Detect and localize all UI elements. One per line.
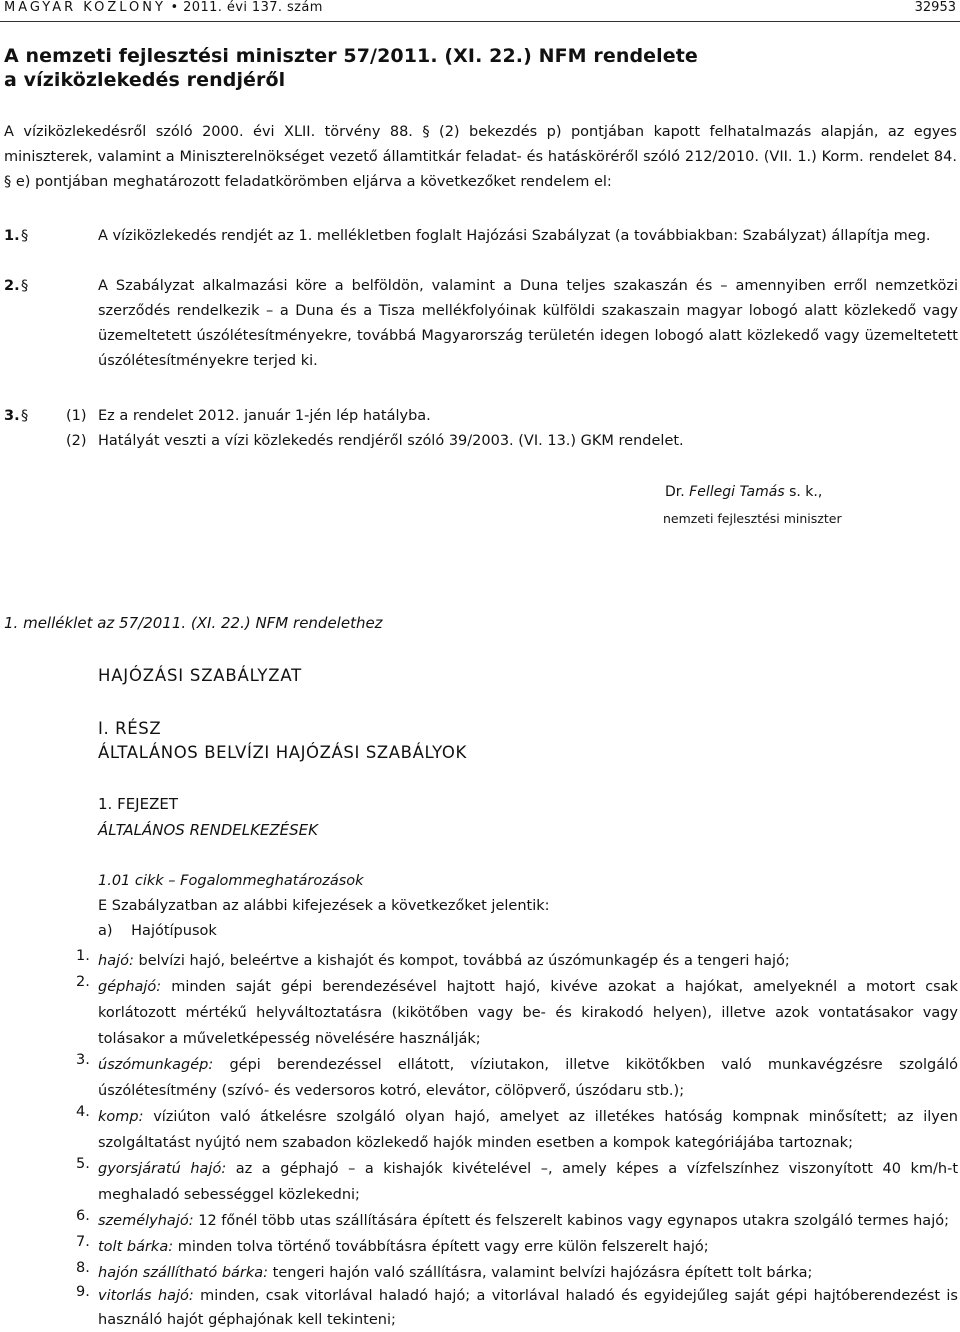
subsection-a-title: Hajótípusok bbox=[131, 923, 217, 939]
section-3-sub2-text: Hatályát veszti a vízi közlekedés rendjéről szóló 39/2003. (VI. 13.) GKM rendelet. bbox=[98, 433, 684, 449]
chapter-label: 1. FEJEZET bbox=[98, 795, 179, 813]
page-header bbox=[0, 0, 960, 22]
definition-term: személyhajó: bbox=[98, 1213, 194, 1229]
definition-number: 1. bbox=[76, 948, 90, 964]
header-rule bbox=[0, 21, 960, 22]
definition-text: gépi berendezéssel ellátott, víziutakon, illetve kikötőkben való munkavégzésre szolgáló úszólétesítmény (szívó- és vedersoros kotró, elevátor, cölöpverő, úszódaru stb.); bbox=[98, 1057, 958, 1099]
part-title: ÁLTALÁNOS BELVÍZI HAJÓZÁSI SZABÁLYOK bbox=[98, 743, 467, 762]
definition-term: gyorsjáratú hajó: bbox=[98, 1161, 227, 1177]
section-2-text: A Szabályzat alkalmazási köre a belföldön, valamint a Duna teljes szakaszán és – amennyiben erről nemzetközi szerződés rendelkezik – a Duna és a Tisza mellékfolyóinak külföldi szakaszain magyar lobogó alatt közlekedő vagy üzemeltetett úszólétesítményekre, továbbá Magyarország területén idegen lobogó alatt közlekedő vagy üzemeltetett úszólétesítményekre terjed ki. bbox=[98, 278, 958, 369]
definition-text: tengeri hajón való szállításra, valamint belvízi hajózásra épített tolt bárka; bbox=[268, 1265, 813, 1281]
section-2-number: 2. bbox=[4, 278, 20, 294]
definition-term: vitorlás hajó: bbox=[98, 1288, 194, 1304]
definition-number: 9. bbox=[76, 1284, 90, 1300]
signature-name-suffix: s. k., bbox=[784, 484, 823, 500]
signature-name-italic: Fellegi Tamás bbox=[689, 484, 785, 500]
definition-text: 12 főnél több utas szállítására épített és felszerelt kabinos vagy egynapos utakra szolgáló termes hajó; bbox=[193, 1213, 949, 1229]
definition-term: úszómunkagép: bbox=[98, 1057, 214, 1073]
definition-term: tolt bárka: bbox=[98, 1239, 174, 1255]
section-3 bbox=[0, 404, 960, 454]
definition-number: 5. bbox=[76, 1156, 90, 1172]
article-title: 1.01 cikk – Fogalommeghatározások bbox=[98, 873, 364, 889]
definition-number: 8. bbox=[76, 1260, 90, 1276]
definition-number: 3. bbox=[76, 1052, 90, 1068]
subsection-a bbox=[98, 923, 217, 939]
signature-name bbox=[665, 484, 822, 500]
section-3-sub2-label: (2) bbox=[66, 433, 87, 449]
definition-text: belvízi hajó, beleértve a kishajót és kompot, továbbá az úszómunkagép és a tengeri hajó; bbox=[133, 953, 790, 969]
preamble: A víziközlekedésről szóló 2000. évi XLII. törvény 88. § (2) bekezdés p) pontjában kapott felhatalmazás alapján, az egyes miniszterek, valamint a Miniszterelnökséget vezető államtitkár feladat- és hatásköréről szóló 212/2010. (VII. 1.) Korm. rendelet 84. § e) pontjában meghatározott feladatkörömben eljárva a következőket rendelem el: bbox=[4, 124, 957, 190]
decree-title-line2: a víziközlekedés rendjéről bbox=[4, 69, 286, 91]
journal-name: MAGYAR KÖZLÖNY bbox=[4, 0, 166, 15]
section-1-text: A víziközlekedés rendjét az 1. mellékletben foglalt Hajózási Szabályzat (a továbbiakban: Szabályzat) állapítja meg. bbox=[98, 228, 931, 244]
decree-title-line1: A nemzeti fejlesztési miniszter 57/2011. (XI. 22.) NFM rendelete bbox=[4, 45, 698, 67]
article-intro: E Szabályzatban az alábbi kifejezések a következőket jelentik: bbox=[98, 898, 550, 914]
chapter-title: ÁLTALÁNOS RENDELKEZÉSEK bbox=[98, 821, 318, 839]
signature-role: nemzeti fejlesztési miniszter bbox=[663, 511, 842, 526]
journal-info bbox=[4, 0, 323, 15]
definition-text: víziúton való átkelésre szolgáló olyan hajó, amelyet az illetékes hatóság kompnak minősített; az ilyen szolgáltatást nyújtó nem szabadon közlekedő hajók minden esetben a kompok kategóriájába tartoznak; bbox=[98, 1109, 958, 1151]
signature-name-prefix: Dr. bbox=[665, 484, 690, 500]
annex-doc-title: HAJÓZÁSI SZABÁLYZAT bbox=[98, 666, 303, 685]
section-2-sign: § bbox=[21, 278, 29, 294]
subsection-a-label: a) bbox=[98, 923, 113, 939]
definition-number: 6. bbox=[76, 1208, 90, 1224]
section-3-sign: § bbox=[21, 408, 29, 424]
issue-number: 2011. évi 137. szám bbox=[183, 0, 323, 15]
definition-term: hajó: bbox=[98, 953, 134, 969]
section-3-number: 3. bbox=[4, 408, 20, 424]
definition-number: 2. bbox=[76, 974, 90, 990]
section-3-sub1-text: Ez a rendelet 2012. január 1-jén lép hatályba. bbox=[98, 408, 431, 424]
definition-term: hajón szállítható bárka: bbox=[98, 1265, 269, 1281]
definition-number: 4. bbox=[76, 1104, 90, 1120]
definition-number: 7. bbox=[76, 1234, 90, 1250]
definition-text: minden saját gépi berendezésével hajtott hajó, kivéve azokat a hajókat, amelyeknél a motort csak korlátozott mértékű helyváltoztatásra (kikötőben vagy be- és kirakodó helyen), illetve azok vontatásakor vagy tolásakor a műveletképesség növelésére használják; bbox=[98, 979, 958, 1047]
page-number: 32953 bbox=[914, 0, 956, 15]
part-label: I. RÉSZ bbox=[98, 719, 162, 738]
definition-term: géphajó: bbox=[98, 979, 162, 995]
decree-title bbox=[4, 44, 698, 92]
definition-text: az a géphajó – a kishajók kivételével –, amely képes a vízfelszínhez viszonyított 40 km/h-t meghaladó sebességgel közlekedni; bbox=[98, 1161, 959, 1203]
annex-heading: 1. melléklet az 57/2011. (XI. 22.) NFM rendelethez bbox=[4, 614, 383, 632]
header-bullet: • bbox=[170, 0, 179, 15]
definition-text: minden tolva történő továbbításra épített vagy erre külön felszerelt hajó; bbox=[173, 1239, 709, 1255]
definition-term: komp: bbox=[98, 1109, 144, 1125]
section-1-sign: § bbox=[21, 228, 29, 244]
definition-text: minden, csak vitorlával haladó hajó; a vitorlával haladó és egyidejűleg saját gépi hajtóberendezést is használó hajót géphajónak kell tekinteni; bbox=[98, 1288, 958, 1328]
section-3-sub1-label: (1) bbox=[66, 408, 87, 424]
section-1-number: 1. bbox=[4, 228, 20, 244]
